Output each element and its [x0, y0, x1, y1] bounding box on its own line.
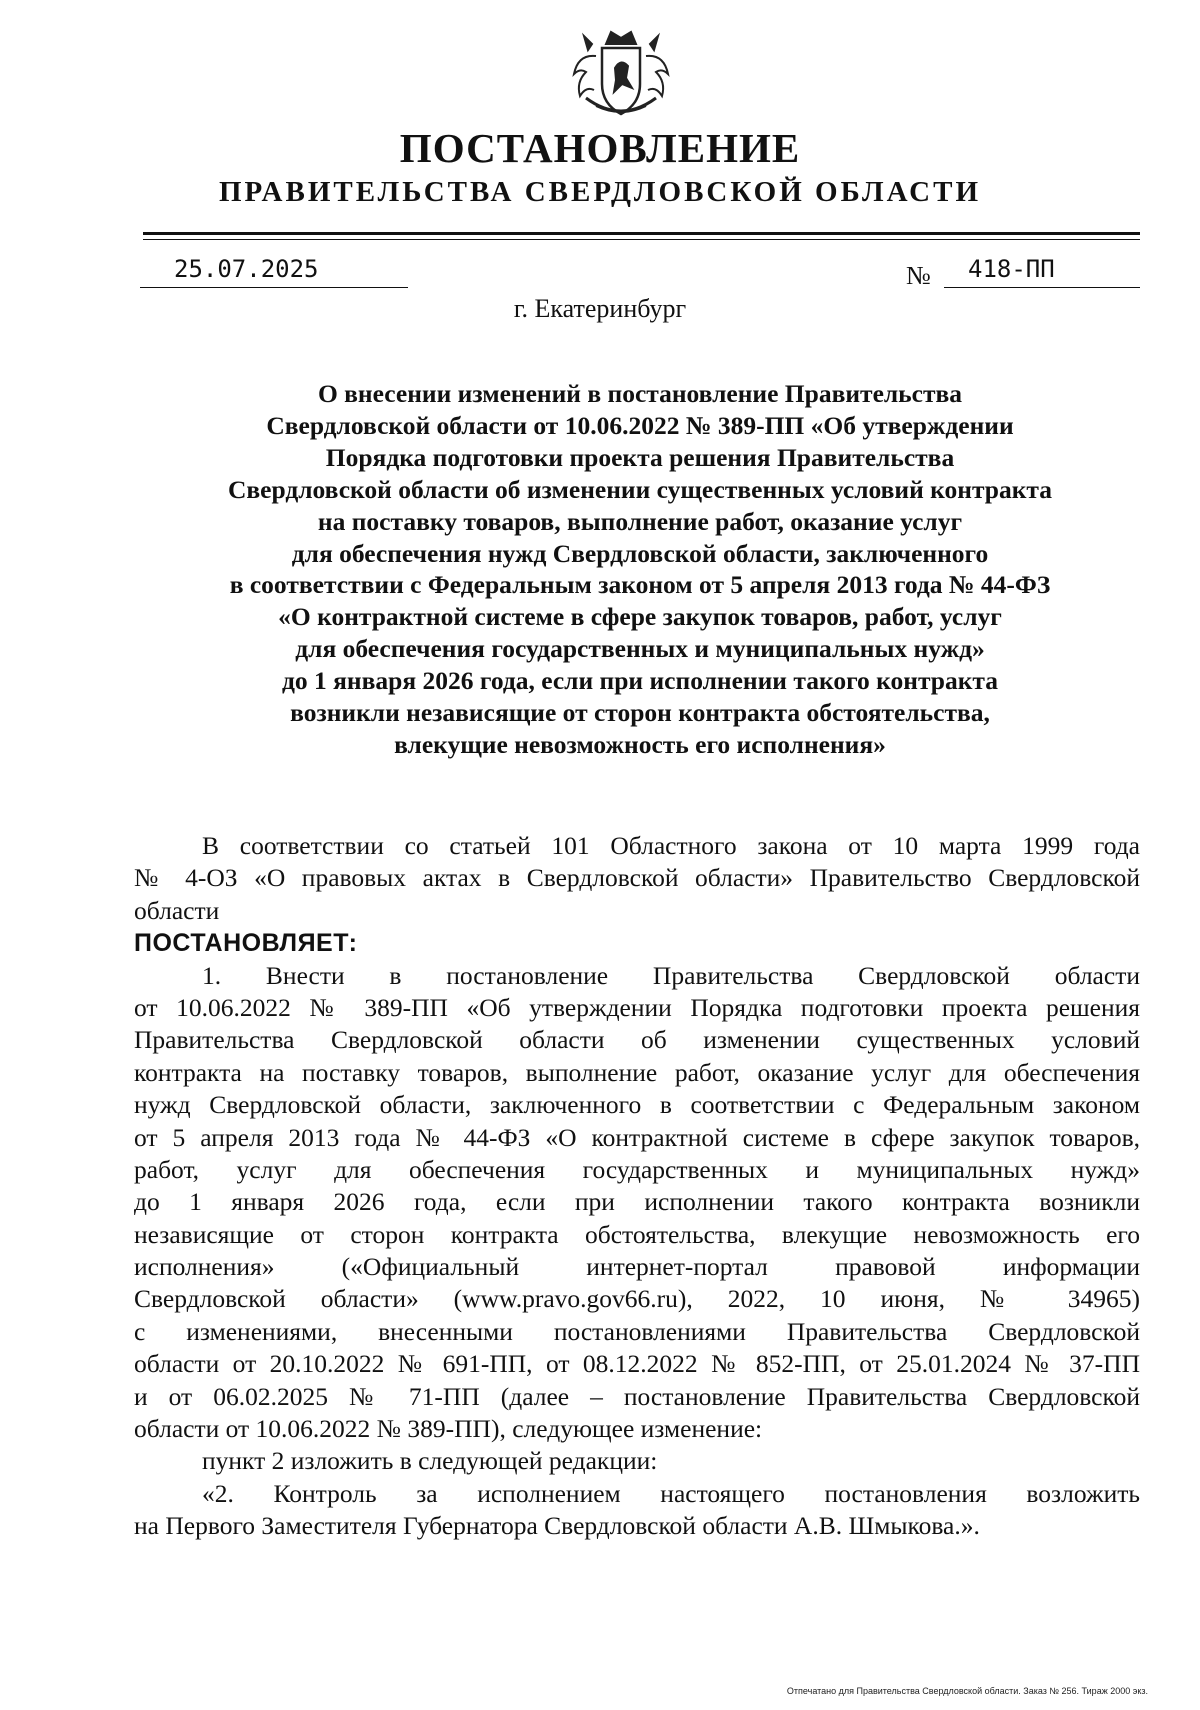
print-footer: Отпечатано для Правительства Свердловской области. Заказ № 256. Тираж 2000 экз.	[786, 1686, 1148, 1696]
title-line: «О контрактной системе в сфере закупок товаров, работ, услуг	[278, 602, 1002, 632]
resolve-heading: ПОСТАНОВЛЯЕТ:	[134, 929, 358, 958]
item1-line: области от 20.10.2022 № 691-ПП, от 08.12.2022 № 852-ПП, от 25.01.2024 № 37-ПП	[134, 1349, 1140, 1379]
title-line: для обеспечения нужд Свердловской области, заключенного	[291, 538, 989, 568]
item1-line: Правительства Свердловской области об изменении существенных условий	[134, 1025, 1140, 1055]
title-line: влекущие невозможность его исполнения»	[394, 729, 886, 759]
item1-line: и от 06.02.2025 № 71-ПП (далее – постановление Правительства Свердловской	[134, 1381, 1140, 1411]
issuer-heading: ПРАВИТЕЛЬСТВА СВЕРДЛОВСКОЙ ОБЛАСТИ	[218, 176, 982, 208]
title-line: для обеспечения государственных и муниципальных нужд»	[295, 634, 985, 664]
item1-line: Свердловской области» (www.pravo.gov66.ru), 2022, 10 июня, № 34965)	[134, 1284, 1140, 1314]
title-line: Порядка подготовки проекта решения Правительства	[325, 442, 955, 472]
item1-line: с изменениями, внесенными постановлениями Правительства Свердловской	[134, 1316, 1140, 1346]
preamble-line: № 4-ОЗ «О правовых актах в Свердловской области» Правительство Свердловской	[134, 863, 1140, 893]
title-line: Свердловской области от 10.06.2022 № 389-ПП «Об утверждении	[266, 410, 1014, 440]
item1-line: области от 10.06.2022 № 389-ПП), следующее изменение:	[134, 1414, 763, 1444]
item2-line: «2. Контроль за исполнением настоящего постановления возложить	[202, 1478, 1140, 1508]
item1-line: 1. Внести в постановление Правительства Свердловской области	[202, 960, 1140, 990]
header-divider-thick	[143, 232, 1140, 235]
title-line: Свердловской области об изменении существенных условий контракта	[227, 474, 1052, 504]
preamble-line: области	[134, 895, 220, 925]
title-line: до 1 января 2026 года, если при исполнении такого контракта	[281, 666, 998, 696]
item2-line: на Первого Заместителя Губернатора Свердловской области А.В. Шмыкова.».	[134, 1511, 980, 1541]
title-line: на поставку товаров, выполнение работ, оказание услуг	[317, 506, 963, 536]
item1-line: до 1 января 2026 года, если при исполнении такого контракта возникли	[134, 1187, 1140, 1217]
item1-sub-line: пункт 2 изложить в следующей редакции:	[202, 1446, 658, 1476]
document-date: 25.07.2025	[140, 254, 408, 288]
header-divider-thin	[143, 239, 1140, 240]
city-line: г. Екатеринбург	[513, 294, 687, 323]
document-body	[134, 830, 1140, 1543]
title-line: в соответствии с Федеральным законом от 5 апреля 2013 года № 44-ФЗ	[229, 570, 1051, 600]
document-number: 418-ПП	[944, 254, 1140, 288]
sverdlovsk-coat-of-arms-icon	[566, 26, 676, 126]
item1-line: исполнения» («Официальный интернет-портал правовой информации	[134, 1252, 1140, 1282]
number-sign: №	[906, 261, 931, 290]
preamble-line: В соответствии со статьей 101 Областного закона от 10 марта 1999 года	[202, 831, 1140, 860]
title-line: возникли независящие от сторон контракта обстоятельства,	[290, 698, 990, 728]
document-title	[150, 378, 1130, 761]
item1-line: работ, услуг для обеспечения государственных и муниципальных нужд»	[134, 1154, 1140, 1184]
item1-line: от 10.06.2022 № 389-ПП «Об утверждении Порядка подготовки проекта решения	[134, 992, 1140, 1022]
item1-line: от 5 апреля 2013 года № 44-ФЗ «О контрактной системе в сфере закупок товаров,	[134, 1122, 1140, 1152]
item1-line: независящие от сторон контракта обстоятельства, влекущие невозможность его	[134, 1219, 1140, 1249]
item1-line: нужд Свердловской области, заключенного в соответствии с Федеральным законом	[134, 1090, 1140, 1120]
title-line: О внесении изменений в постановление Правительства	[317, 379, 963, 408]
item1-line: контракта на поставку товаров, выполнение работ, оказание услуг для обеспечения	[134, 1057, 1140, 1087]
document-type-heading: ПОСТАНОВЛЕНИЕ	[399, 125, 801, 171]
